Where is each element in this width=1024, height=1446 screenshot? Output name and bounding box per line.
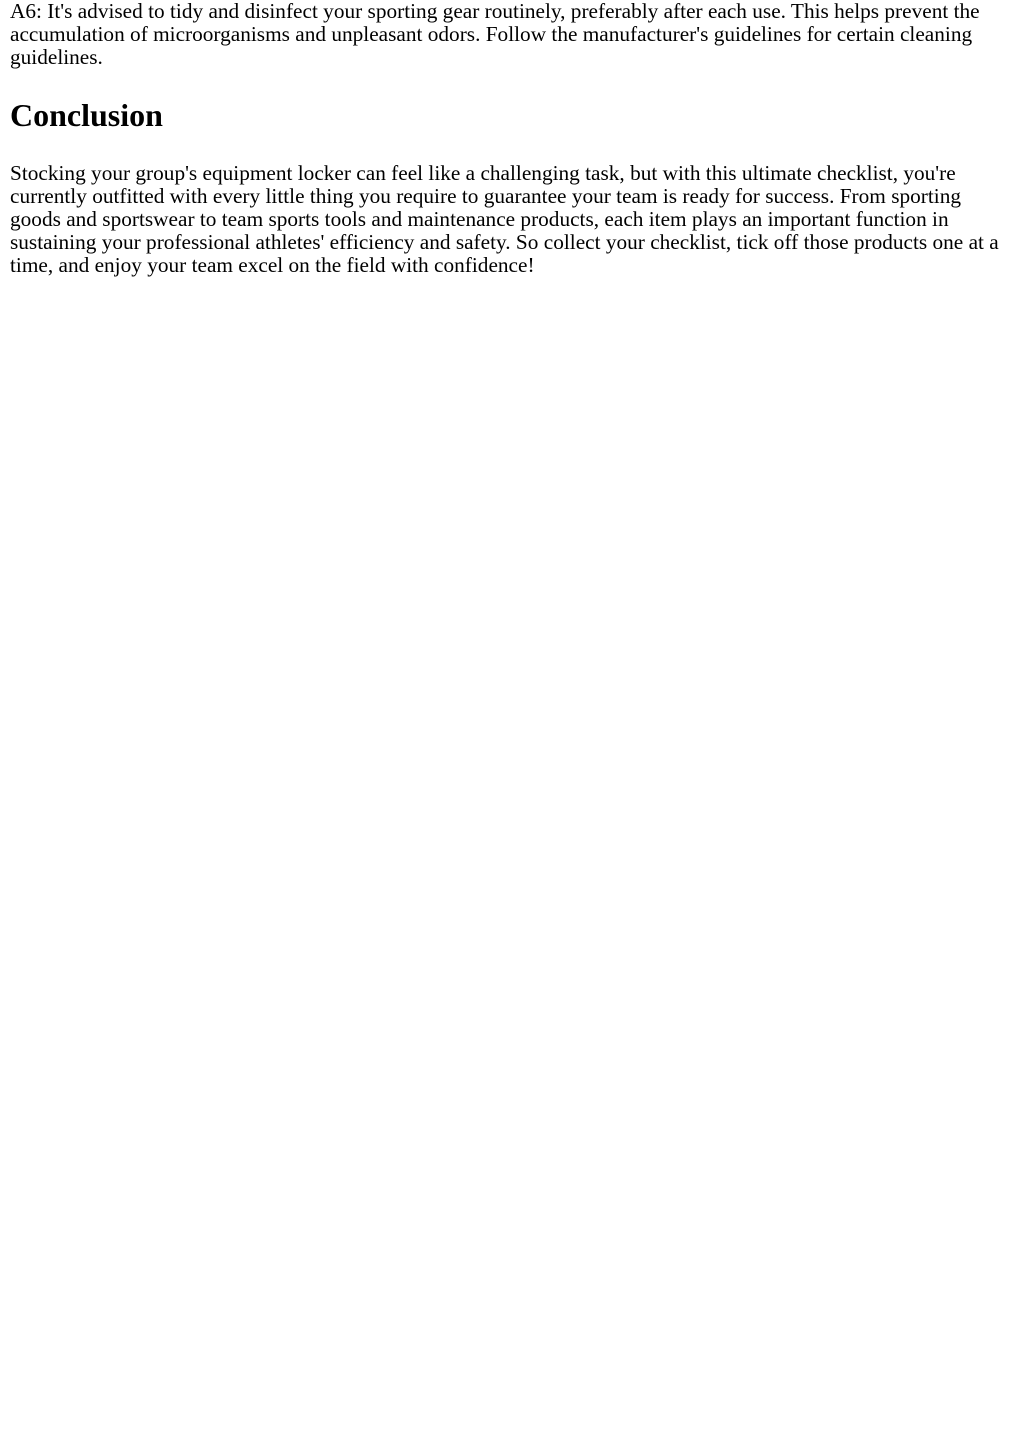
conclusion-heading: Conclusion [10, 96, 163, 133]
faq-answer-a6: A6: It's advised to tidy and disinfect your sporting gear routinely, preferably after each use. This helps prevent the accumulation of microorganisms and unpleasant odors. Follow the manufacturer's guidelines for certain cleaning guidelines. [10, 0, 980, 70]
conclusion-paragraph: Stocking your group's equipment locker can feel like a challenging task, but with this ultimate checklist, you're currently outfitted with every little thing you require to guarantee your team is ready for success. From sporting goods and sportswear to team sports tools and maintenance products, each item plays an important function in sustaining your professional athletes' efficiency and safety. So collect your checklist, tick off those products one at a time, and enjoy your team excel on the field with confidence! [10, 160, 999, 278]
article-content [0, 0, 1024, 278]
